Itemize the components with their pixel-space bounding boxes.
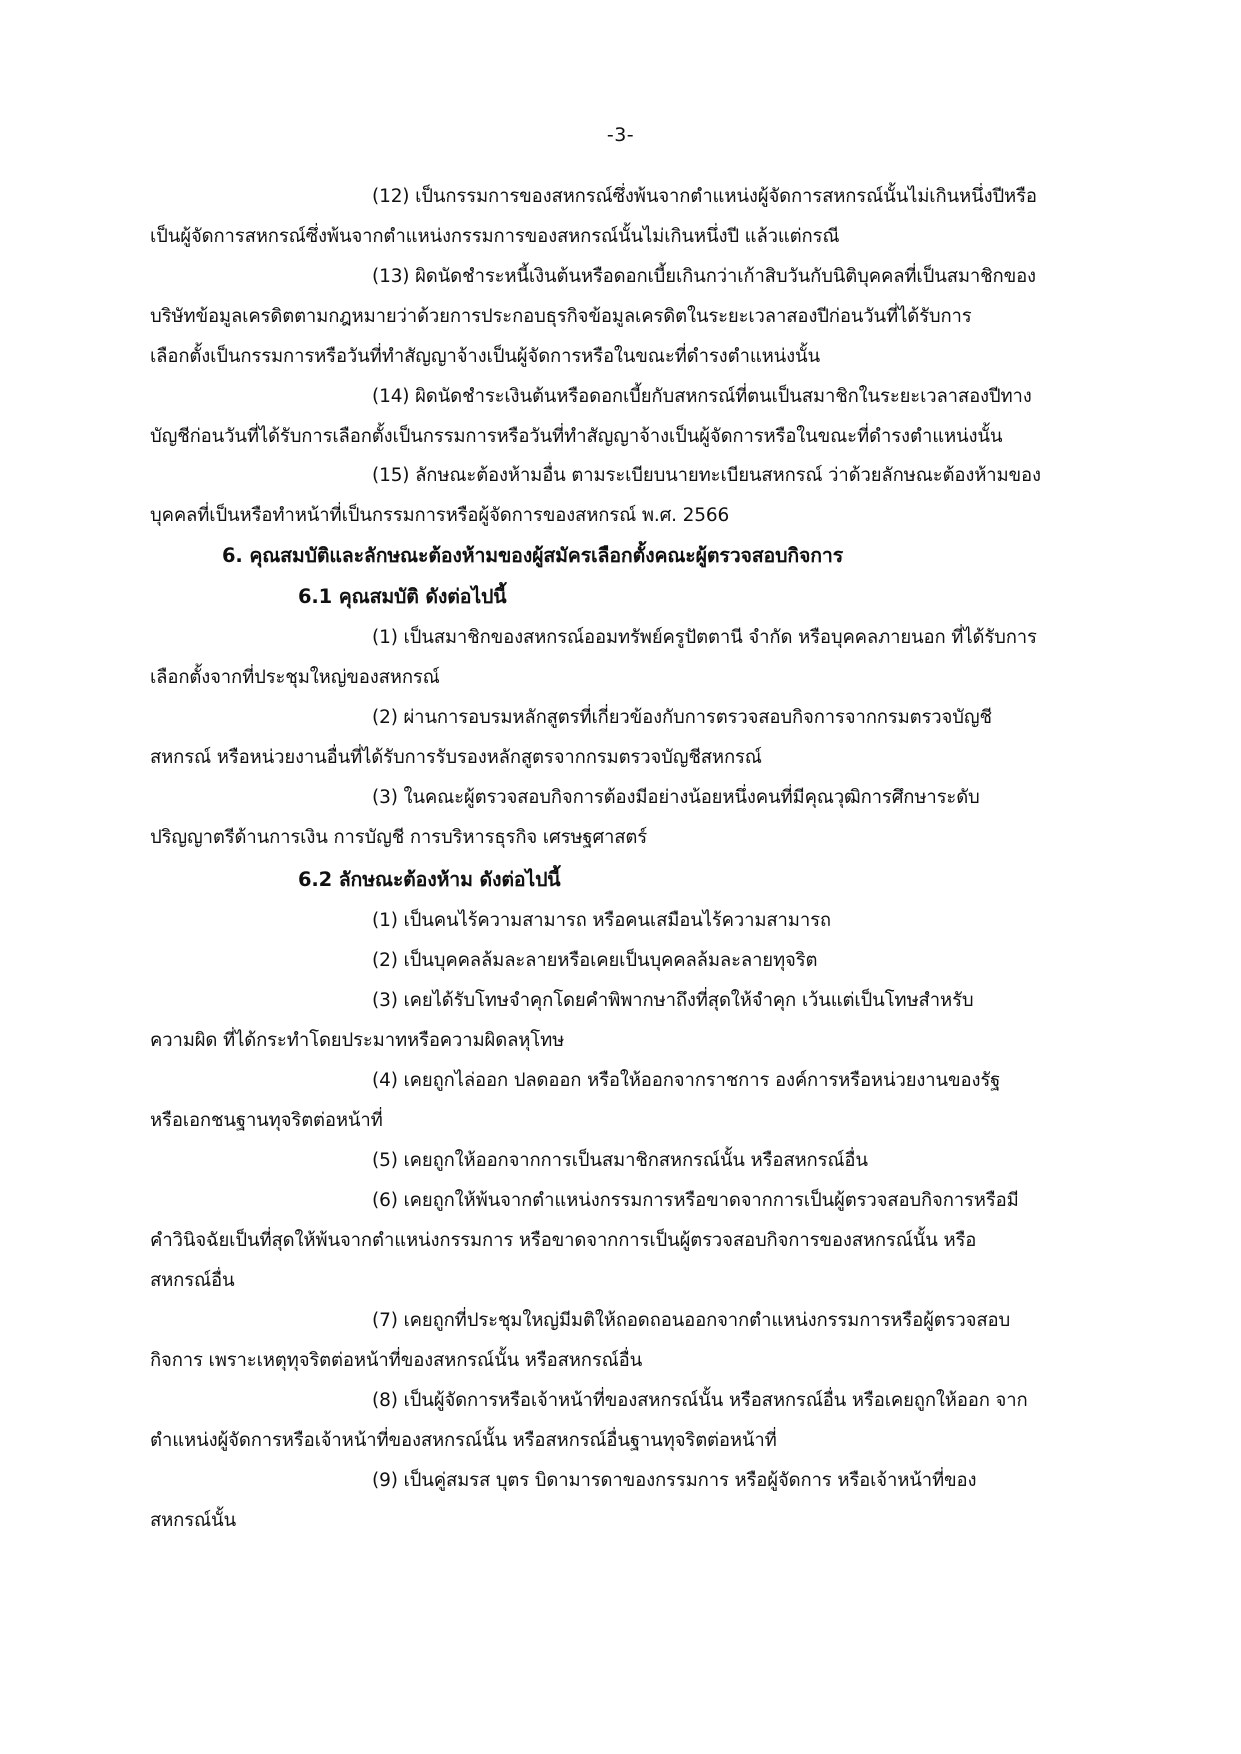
prohibition-7-line1: (7) เคยถูกที่ประชุมใหญ่มีมติให้ถอดถอนออกจากตำแหน่งกรรมการหรือผู้ตรวจสอบ xyxy=(372,1310,1011,1331)
prohibition-6-line3: สหกรณ์อื่น xyxy=(150,1270,235,1291)
qualification-2-line1: (2) ผ่านการอบรมหลักสูตรที่เกี่ยวข้องกับการตรวจสอบกิจการจากกรมตรวจบัญชี xyxy=(372,707,992,728)
qualification-3-line2: ปริญญาตรีด้านการเงิน การบัญชี การบริหารธุรกิจ เศรษฐศาสตร์ xyxy=(150,827,648,848)
prohibition-5-line1: (5) เคยถูกให้ออกจากการเป็นสมาชิกสหกรณ์นั้น หรือสหกรณ์อื่น xyxy=(372,1150,868,1171)
qualification-2-line2: สหกรณ์ หรือหน่วยงานอื่นที่ได้รับการรับรองหลักสูตรจากกรมตรวจบัญชีสหกรณ์ xyxy=(150,747,762,768)
item-14-line1: (14) ผิดนัดชำระเงินต้นหรือดอกเบี้ยกับสหกรณ์ที่ตนเป็นสมาชิกในระยะเวลาสองปีทาง xyxy=(372,386,1032,407)
page-number: -3- xyxy=(606,124,635,146)
prohibition-7-line2: กิจการ เพราะเหตุทุจริตต่อหน้าที่ของสหกรณ์นั้น หรือสหกรณ์อื่น xyxy=(150,1350,643,1371)
prohibition-4-line1: (4) เคยถูกไล่ออก ปลดออก หรือให้ออกจากราชการ องค์การหรือหน่วยงานของรัฐ xyxy=(372,1070,1001,1091)
prohibition-2-line1: (2) เป็นบุคคลล้มละลายหรือเคยเป็นบุคคลล้มละลายทุจริต xyxy=(372,950,818,971)
prohibition-4-line2: หรือเอกชนฐานทุจริตต่อหน้าที่ xyxy=(150,1110,383,1131)
qualification-1-line1: (1) เป็นสมาชิกของสหกรณ์ออมทรัพย์ครูปัตตานี จำกัด หรือบุคคลภายนอก ที่ได้รับการ xyxy=(372,627,1037,648)
item-13-line3: เลือกตั้งเป็นกรรมการหรือวันที่ทำสัญญาจ้างเป็นผู้จัดการหรือในขณะที่ดำรงตำแหน่งนั้น xyxy=(150,346,821,367)
prohibition-9-line1: (9) เป็นคู่สมรส บุตร บิดามารดาของกรรมการ หรือผู้จัดการ หรือเจ้าหน้าที่ของ xyxy=(372,1470,977,1491)
prohibition-6-line2: คำวินิจฉัยเป็นที่สุดให้พ้นจากตำแหน่งกรรมการ หรือขาดจากการเป็นผู้ตรวจสอบกิจการของสหกรณ์นั้น หรือ xyxy=(150,1230,977,1251)
item-13-line2: บริษัทข้อมูลเครดิตตามกฎหมายว่าด้วยการประกอบธุรกิจข้อมูลเครดิตในระยะเวลาสองปีก่อนวันที่ได้รับการ xyxy=(150,306,972,327)
qualification-1-line2: เลือกตั้งจากที่ประชุมใหญ่ของสหกรณ์ xyxy=(150,667,440,688)
item-13-line1: (13) ผิดนัดชำระหนี้เงินต้นหรือดอกเบี้ยเกินกว่าเก้าสิบวันกับนิติบุคคลที่เป็นสมาชิกของ xyxy=(372,266,1036,287)
qualification-3-line1: (3) ในคณะผู้ตรวจสอบกิจการต้องมีอย่างน้อยหนึ่งคนที่มีคุณวุฒิการศึกษาระดับ xyxy=(372,787,980,808)
prohibition-8-line1: (8) เป็นผู้จัดการหรือเจ้าหน้าที่ของสหกรณ์นั้น หรือสหกรณ์อื่น หรือเคยถูกให้ออก จาก xyxy=(372,1390,1028,1411)
item-15-line2: บุคคลที่เป็นหรือทำหน้าที่เป็นกรรมการหรือผู้จัดการของสหกรณ์ พ.ศ. 2566 xyxy=(150,505,730,526)
prohibition-9-line2: สหกรณ์นั้น xyxy=(150,1510,237,1531)
item-14-line2: บัญชีก่อนวันที่ได้รับการเลือกตั้งเป็นกรรมการหรือวันที่ทำสัญญาจ้างเป็นผู้จัดการหรือในขณะที่ดำรงตำแหน่งนั้น xyxy=(150,426,1003,447)
section-6-2-heading: 6.2 ลักษณะต้องห้าม ดังต่อไปนี้ xyxy=(298,868,561,891)
prohibition-3-line2: ความผิด ที่ได้กระทำโดยประมาทหรือความผิดลหุโทษ xyxy=(150,1030,565,1051)
prohibition-3-line1: (3) เคยได้รับโทษจำคุกโดยคำพิพากษาถึงที่สุดให้จำคุก เว้นแต่เป็นโทษสำหรับ xyxy=(372,990,974,1011)
item-12-line2: เป็นผู้จัดการสหกรณ์ซึ่งพ้นจากตำแหน่งกรรมการของสหกรณ์นั้นไม่เกินหนึ่งปี แล้วแต่กรณี xyxy=(150,226,840,247)
item-15-line1: (15) ลักษณะต้องห้ามอื่น ตามระเบียบนายทะเบียนสหกรณ์ ว่าด้วยลักษณะต้องห้ามของ xyxy=(372,465,1041,486)
item-12-line1: (12) เป็นกรรมการของสหกรณ์ซึ่งพ้นจากตำแหน่งผู้จัดการสหกรณ์นั้นไม่เกินหนึ่งปีหรือ xyxy=(372,186,1037,207)
prohibition-8-line2: ตำแหน่งผู้จัดการหรือเจ้าหน้าที่ของสหกรณ์นั้น หรือสหกรณ์อื่นฐานทุจริตต่อหน้าที่ xyxy=(150,1430,777,1451)
prohibition-1-line1: (1) เป็นคนไร้ความสามารถ หรือคนเสมือนไร้ความสามารถ xyxy=(372,910,831,931)
section-6-1-heading: 6.1 คุณสมบัติ ดังต่อไปนี้ xyxy=(298,585,507,608)
section-6-heading: 6. คุณสมบัติและลักษณะต้องห้ามของผู้สมัครเลือกตั้งคณะผู้ตรวจสอบกิจการ xyxy=(222,544,844,567)
prohibition-6-line1: (6) เคยถูกให้พ้นจากตำแหน่งกรรมการหรือขาดจากการเป็นผู้ตรวจสอบกิจการหรือมี xyxy=(372,1190,1019,1211)
